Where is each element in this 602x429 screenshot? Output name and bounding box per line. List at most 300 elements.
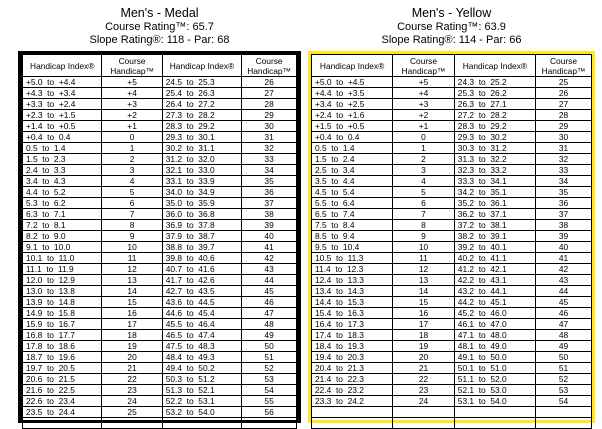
yellow-index-range-cell: 16.4 to 17.3	[312, 319, 393, 330]
yellow-index-range-cell: 30.3 to 31.2	[454, 143, 535, 154]
yellow-course-handicap-cell: 26	[535, 88, 591, 99]
medal-course-handicap-cell: 23	[102, 385, 162, 396]
yellow-course-handicap-cell: 30	[535, 132, 591, 143]
medal-table-row	[23, 88, 297, 99]
yellow-table-row	[312, 297, 592, 308]
yellow-table-row	[312, 209, 592, 220]
yellow-course-handicap-cell: 20	[393, 352, 455, 363]
medal-index-range-cell: 50.3 to 51.2	[162, 374, 241, 385]
medal-index-range-cell: +3.3 to +2.4	[23, 99, 102, 110]
yellow-index-range-cell: 1.5 to 2.4	[312, 154, 393, 165]
medal-index-range-cell: 16.8 to 17.7	[23, 330, 102, 341]
yellow-course-handicap-cell	[535, 418, 591, 429]
yellow-index-range-cell: 18.4 to 19.3	[312, 341, 393, 352]
medal-index-range-cell: 42.7 to 43.5	[162, 286, 241, 297]
yellow-header-course-2: Course Handicap™	[535, 55, 591, 77]
medal-table-row	[23, 121, 297, 132]
yellow-slope-par: Slope Rating®: 114 - Par: 66	[381, 34, 522, 46]
medal-index-range-cell: 35.0 to 35.9	[162, 198, 241, 209]
medal-course-handicap-cell: 16	[102, 308, 162, 319]
medal-panel	[18, 0, 301, 417]
yellow-table-row	[312, 198, 592, 209]
medal-course-handicap-cell	[242, 418, 297, 429]
yellow-table-row	[312, 154, 592, 165]
medal-index-range-cell: 24.5 to 25.3	[162, 77, 241, 88]
yellow-course-handicap-cell: 8	[393, 220, 455, 231]
yellow-index-range-cell: 9.5 to 10.4	[312, 242, 393, 253]
yellow-header-index-1: Handicap Index®	[312, 55, 393, 77]
medal-table-row	[23, 253, 297, 264]
medal-course-handicap-cell: 30	[242, 121, 297, 132]
yellow-index-range-cell: 24.3 to 25.2	[454, 77, 535, 88]
yellow-table-row	[312, 253, 592, 264]
yellow-table-row	[312, 352, 592, 363]
medal-course-handicap-cell: 10	[102, 242, 162, 253]
yellow-index-range-cell: +1.5 to +0.5	[312, 121, 393, 132]
yellow-course-handicap-cell: 16	[393, 308, 455, 319]
yellow-course-handicap-cell: 43	[535, 275, 591, 286]
medal-table-row	[23, 341, 297, 352]
yellow-course-handicap-cell: 51	[535, 363, 591, 374]
yellow-index-range-cell: 5.5 to 6.4	[312, 198, 393, 209]
medal-course-handicap-cell: 42	[242, 253, 297, 264]
yellow-course-handicap-cell: 34	[535, 176, 591, 187]
medal-index-range-cell	[162, 418, 241, 429]
medal-course-handicap-cell: 52	[242, 363, 297, 374]
medal-table-row	[23, 143, 297, 154]
yellow-course-handicap-cell: 11	[393, 253, 455, 264]
medal-course-handicap-cell: 29	[242, 110, 297, 121]
medal-slope-par: Slope Rating®: 118 - Par: 68	[89, 34, 230, 46]
yellow-index-range-cell: 38.2 to 39.1	[454, 231, 535, 242]
medal-course-handicap-cell: 38	[242, 209, 297, 220]
yellow-index-range-cell: 45.2 to 46.0	[454, 308, 535, 319]
medal-index-range-cell: 38.8 to 39.7	[162, 242, 241, 253]
medal-course-handicap-cell: 47	[242, 308, 297, 319]
medal-index-range-cell: +1.4 to +0.5	[23, 121, 102, 132]
yellow-course-handicap-cell: 32	[535, 154, 591, 165]
yellow-course-handicap-cell: +1	[393, 121, 455, 132]
medal-course-handicap-cell: 46	[242, 297, 297, 308]
yellow-index-range-cell: 10.5 to 11.3	[312, 253, 393, 264]
medal-course-handicap-cell: 25	[102, 407, 162, 418]
yellow-course-handicap-cell: 1	[393, 143, 455, 154]
yellow-index-range-cell: 23.3 to 24.2	[312, 396, 393, 407]
yellow-course-handicap-cell: 4	[393, 176, 455, 187]
medal-course-handicap-cell: 22	[102, 374, 162, 385]
medal-course-handicap-cell: 45	[242, 286, 297, 297]
yellow-course-handicap-cell: 25	[535, 77, 591, 88]
medal-course-handicap-cell: 43	[242, 264, 297, 275]
medal-index-range-cell: 48.4 to 49.3	[162, 352, 241, 363]
yellow-index-range-cell: 13.4 to 14.3	[312, 286, 393, 297]
yellow-course-handicap-cell: 7	[393, 209, 455, 220]
medal-index-range-cell: 30.2 to 31.1	[162, 143, 241, 154]
medal-table-row	[23, 110, 297, 121]
medal-course-handicap-cell: 39	[242, 220, 297, 231]
yellow-table-row	[312, 242, 592, 253]
medal-index-range-cell: 36.0 to 36.8	[162, 209, 241, 220]
yellow-header-course-1: Course Handicap™	[393, 55, 455, 77]
medal-table-row	[23, 132, 297, 143]
medal-table-row	[23, 275, 297, 286]
yellow-course-handicap-cell: 53	[535, 385, 591, 396]
yellow-course-handicap-cell: 48	[535, 330, 591, 341]
yellow-table-row	[312, 374, 592, 385]
yellow-index-range-cell: 15.4 to 16.3	[312, 308, 393, 319]
yellow-index-range-cell: 4.5 to 5.4	[312, 187, 393, 198]
yellow-index-range-cell: 20.4 to 21.3	[312, 363, 393, 374]
medal-course-handicap-cell: 18	[102, 330, 162, 341]
medal-course-handicap-cell: 31	[242, 132, 297, 143]
yellow-index-range-cell: 7.5 to 8.4	[312, 220, 393, 231]
yellow-index-range-cell	[454, 407, 535, 418]
medal-course-handicap-cell: +2	[102, 110, 162, 121]
yellow-table-row	[312, 407, 592, 418]
yellow-index-range-cell: +2.4 to +1.6	[312, 110, 393, 121]
yellow-index-range-cell: 37.2 to 38.1	[454, 220, 535, 231]
yellow-index-range-cell: 47.1 to 48.0	[454, 330, 535, 341]
medal-course-handicap-cell: 19	[102, 341, 162, 352]
yellow-index-range-cell: 48.1 to 49.0	[454, 341, 535, 352]
medal-index-range-cell: 51.3 to 52.1	[162, 385, 241, 396]
yellow-course-handicap-cell: 33	[535, 165, 591, 176]
yellow-course-handicap-cell: 40	[535, 242, 591, 253]
yellow-course-handicap-cell: 6	[393, 198, 455, 209]
yellow-course-handicap-cell: 27	[535, 99, 591, 110]
medal-header-course-2: Course Handicap™	[242, 55, 297, 77]
medal-course-handicap-cell: 7	[102, 209, 162, 220]
yellow-index-range-cell	[312, 418, 393, 429]
yellow-course-handicap-cell: 18	[393, 330, 455, 341]
medal-index-range-cell: 28.3 to 29.2	[162, 121, 241, 132]
yellow-course-handicap-cell: +5	[393, 77, 455, 88]
yellow-index-range-cell: +4.4 to +3.5	[312, 88, 393, 99]
yellow-course-handicap-cell: 44	[535, 286, 591, 297]
medal-course-handicap-cell: 11	[102, 253, 162, 264]
medal-index-range-cell: 45.5 to 46.4	[162, 319, 241, 330]
medal-course-handicap-cell: 8	[102, 220, 162, 231]
yellow-course-handicap-cell: 5	[393, 187, 455, 198]
yellow-table-row	[312, 220, 592, 231]
medal-index-range-cell: 17.8 to 18.6	[23, 341, 102, 352]
medal-table-row	[23, 220, 297, 231]
medal-course-handicap-cell: +1	[102, 121, 162, 132]
medal-course-handicap-cell: 4	[102, 176, 162, 187]
medal-index-range-cell: +0.4 to 0.4	[23, 132, 102, 143]
medal-course-handicap-cell: 55	[242, 396, 297, 407]
yellow-course-handicap-cell: 3	[393, 165, 455, 176]
yellow-header-row	[312, 55, 592, 77]
medal-course-handicap-cell: 17	[102, 319, 162, 330]
medal-index-range-cell: 41.7 to 42.6	[162, 275, 241, 286]
medal-index-range-cell: 4.4 to 5.2	[23, 187, 102, 198]
medal-course-handicap-cell: +4	[102, 88, 162, 99]
yellow-table-row	[312, 363, 592, 374]
yellow-table-row	[312, 286, 592, 297]
yellow-table-row	[312, 77, 592, 88]
yellow-course-handicap-cell: 47	[535, 319, 591, 330]
yellow-course-handicap-cell: 9	[393, 231, 455, 242]
medal-table-row	[23, 231, 297, 242]
yellow-course-handicap-cell: 36	[535, 198, 591, 209]
medal-course-handicap-cell: 15	[102, 297, 162, 308]
medal-table-row	[23, 297, 297, 308]
yellow-course-handicap-cell: 46	[535, 308, 591, 319]
yellow-table-row	[312, 187, 592, 198]
medal-course-handicap-cell: 35	[242, 176, 297, 187]
medal-index-range-cell: 25.4 to 26.3	[162, 88, 241, 99]
yellow-course-handicap-cell: 41	[535, 253, 591, 264]
yellow-course-handicap-cell	[393, 407, 455, 418]
yellow-table-row	[312, 176, 592, 187]
medal-course-handicap-cell: 49	[242, 330, 297, 341]
yellow-index-range-cell: 46.1 to 47.0	[454, 319, 535, 330]
medal-index-range-cell: 22.6 to 23.4	[23, 396, 102, 407]
yellow-table-row	[312, 330, 592, 341]
yellow-index-range-cell: 28.3 to 29.2	[454, 121, 535, 132]
medal-course-handicap-cell: 2	[102, 154, 162, 165]
medal-index-range-cell: 46.5 to 47.4	[162, 330, 241, 341]
medal-table-row	[23, 77, 297, 88]
yellow-index-range-cell: 40.2 to 41.1	[454, 253, 535, 264]
medal-index-range-cell: 31.2 to 32.0	[162, 154, 241, 165]
yellow-index-range-cell	[312, 407, 393, 418]
yellow-course-handicap-cell: 29	[535, 121, 591, 132]
yellow-index-range-cell: 51.1 to 52.0	[454, 374, 535, 385]
yellow-course-handicap-cell: 52	[535, 374, 591, 385]
medal-index-range-cell: 37.9 to 38.7	[162, 231, 241, 242]
yellow-course-handicap-cell: 49	[535, 341, 591, 352]
yellow-course-handicap-cell: 0	[393, 132, 455, 143]
yellow-course-handicap-cell: +3	[393, 99, 455, 110]
medal-course-handicap-cell: 9	[102, 231, 162, 242]
medal-course-handicap-cell: 21	[102, 363, 162, 374]
medal-index-range-cell: 47.5 to 48.3	[162, 341, 241, 352]
yellow-index-range-cell: 41.2 to 42.1	[454, 264, 535, 275]
yellow-table-row	[312, 110, 592, 121]
yellow-index-range-cell: 6.5 to 7.4	[312, 209, 393, 220]
yellow-table-body	[312, 77, 592, 429]
yellow-index-range-cell: 25.3 to 26.2	[454, 88, 535, 99]
medal-index-range-cell: 7.2 to 8.1	[23, 220, 102, 231]
medal-table-row	[23, 242, 297, 253]
yellow-table-row	[312, 99, 592, 110]
yellow-index-range-cell: 33.3 to 34.1	[454, 176, 535, 187]
yellow-index-range-cell: +3.4 to +2.5	[312, 99, 393, 110]
medal-header-index-1: Handicap Index®	[23, 55, 102, 77]
medal-index-range-cell: 3.4 to 4.3	[23, 176, 102, 187]
medal-course-handicap-cell: 28	[242, 99, 297, 110]
yellow-index-range-cell: 26.3 to 27.1	[454, 99, 535, 110]
medal-header-course-1: Course Handicap™	[102, 55, 162, 77]
yellow-table-row	[312, 385, 592, 396]
yellow-table-row	[312, 418, 592, 429]
yellow-index-range-cell: 21.4 to 22.3	[312, 374, 393, 385]
medal-table-row	[23, 209, 297, 220]
medal-table-row	[23, 99, 297, 110]
yellow-course-handicap-cell: 38	[535, 220, 591, 231]
yellow-course-rating: Course Rating™: 63.9	[397, 21, 506, 33]
medal-index-range-cell: 23.5 to 24.4	[23, 407, 102, 418]
yellow-index-range-cell: 31.3 to 32.2	[454, 154, 535, 165]
medal-index-range-cell: 27.3 to 28.2	[162, 110, 241, 121]
medal-index-range-cell: 49.4 to 50.2	[162, 363, 241, 374]
yellow-course-handicap-cell: 28	[535, 110, 591, 121]
medal-table-row	[23, 385, 297, 396]
medal-index-range-cell: 53.2 to 54.0	[162, 407, 241, 418]
medal-index-range-cell: 14.9 to 15.8	[23, 308, 102, 319]
yellow-course-handicap-cell: 2	[393, 154, 455, 165]
yellow-course-handicap-cell: 37	[535, 209, 591, 220]
yellow-course-handicap-cell: 17	[393, 319, 455, 330]
medal-table	[22, 54, 297, 429]
yellow-course-handicap-cell: 10	[393, 242, 455, 253]
medal-index-range-cell: 19.7 to 20.5	[23, 363, 102, 374]
yellow-title: Men's - Yellow	[411, 6, 492, 20]
medal-index-range-cell: 13.9 to 14.8	[23, 297, 102, 308]
yellow-course-handicap-cell: 39	[535, 231, 591, 242]
yellow-index-range-cell	[454, 418, 535, 429]
medal-index-range-cell: 11.1 to 11.9	[23, 264, 102, 275]
yellow-table-row	[312, 308, 592, 319]
medal-table-row	[23, 286, 297, 297]
yellow-course-handicap-cell: 23	[393, 385, 455, 396]
yellow-table-row	[312, 341, 592, 352]
yellow-index-range-cell: 44.2 to 45.1	[454, 297, 535, 308]
medal-course-handicap-cell: 33	[242, 154, 297, 165]
medal-course-handicap-cell: +5	[102, 77, 162, 88]
medal-course-handicap-cell: 54	[242, 385, 297, 396]
medal-table-row	[23, 407, 297, 418]
medal-index-range-cell: 21.6 to 22.5	[23, 385, 102, 396]
yellow-course-handicap-cell: 15	[393, 297, 455, 308]
medal-table-row	[23, 319, 297, 330]
medal-course-handicap-cell: 44	[242, 275, 297, 286]
yellow-course-handicap-cell: 19	[393, 341, 455, 352]
medal-table-row	[23, 418, 297, 429]
medal-table-row	[23, 176, 297, 187]
medal-index-range-cell: 32.1 to 33.0	[162, 165, 241, 176]
yellow-index-range-cell: 53.1 to 54.0	[454, 396, 535, 407]
medal-index-range-cell: 13.0 to 13.8	[23, 286, 102, 297]
yellow-course-handicap-cell: 45	[535, 297, 591, 308]
yellow-index-range-cell: 43.2 to 44.1	[454, 286, 535, 297]
yellow-index-range-cell: 29.3 to 30.2	[454, 132, 535, 143]
medal-course-handicap-cell: 50	[242, 341, 297, 352]
yellow-table-row	[312, 396, 592, 407]
medal-course-handicap-cell: 27	[242, 88, 297, 99]
medal-course-handicap-cell: 13	[102, 275, 162, 286]
medal-table-row	[23, 374, 297, 385]
medal-table-row	[23, 396, 297, 407]
medal-index-range-cell	[23, 418, 102, 429]
yellow-table-row	[312, 275, 592, 286]
medal-table-body	[23, 77, 297, 429]
yellow-course-handicap-cell: +4	[393, 88, 455, 99]
yellow-header-index-2: Handicap Index®	[454, 55, 535, 77]
yellow-course-handicap-cell: 42	[535, 264, 591, 275]
medal-course-handicap-cell: 6	[102, 198, 162, 209]
yellow-course-handicap-cell: 14	[393, 286, 455, 297]
yellow-course-handicap-cell: 13	[393, 275, 455, 286]
yellow-index-range-cell: 19.4 to 20.3	[312, 352, 393, 363]
yellow-table-row	[312, 121, 592, 132]
medal-index-range-cell: 52.2 to 53.1	[162, 396, 241, 407]
medal-index-range-cell: 1.5 to 2.3	[23, 154, 102, 165]
medal-index-range-cell: 40.7 to 41.6	[162, 264, 241, 275]
medal-course-handicap-cell: 24	[102, 396, 162, 407]
medal-course-handicap-cell: 41	[242, 242, 297, 253]
yellow-table-row	[312, 132, 592, 143]
medal-course-handicap-cell: 36	[242, 187, 297, 198]
medal-course-handicap-cell: 3	[102, 165, 162, 176]
medal-course-handicap-cell: 20	[102, 352, 162, 363]
medal-index-range-cell: 29.3 to 30.1	[162, 132, 241, 143]
medal-course-handicap-cell	[102, 418, 162, 429]
medal-course-handicap-cell: 14	[102, 286, 162, 297]
medal-index-range-cell: 9.1 to 10.0	[23, 242, 102, 253]
medal-course-handicap-cell: 32	[242, 143, 297, 154]
yellow-index-range-cell: 3.5 to 4.4	[312, 176, 393, 187]
yellow-course-handicap-cell	[393, 418, 455, 429]
medal-course-handicap-cell: 26	[242, 77, 297, 88]
medal-index-range-cell: 44.6 to 45.4	[162, 308, 241, 319]
yellow-index-range-cell: 11.4 to 12.3	[312, 264, 393, 275]
yellow-course-handicap-cell	[535, 407, 591, 418]
medal-table-row	[23, 198, 297, 209]
medal-table-row	[23, 363, 297, 374]
medal-course-handicap-cell: 40	[242, 231, 297, 242]
medal-table-row	[23, 308, 297, 319]
medal-table-row	[23, 352, 297, 363]
yellow-table-row	[312, 143, 592, 154]
medal-title: Men's - Medal	[120, 6, 199, 20]
medal-index-range-cell: 5.3 to 6.2	[23, 198, 102, 209]
medal-table-row	[23, 187, 297, 198]
yellow-index-range-cell: 12.4 to 13.3	[312, 275, 393, 286]
yellow-index-range-cell: 50.1 to 51.0	[454, 363, 535, 374]
medal-index-range-cell: 43.6 to 44.5	[162, 297, 241, 308]
yellow-course-handicap-cell: 21	[393, 363, 455, 374]
medal-index-range-cell: 18.7 to 19.6	[23, 352, 102, 363]
medal-index-range-cell: 36.9 to 37.8	[162, 220, 241, 231]
yellow-table-row	[312, 264, 592, 275]
medal-index-range-cell: 0.5 to 1.4	[23, 143, 102, 154]
medal-index-range-cell: 12.0 to 12.9	[23, 275, 102, 286]
medal-index-range-cell: 39.8 to 40.6	[162, 253, 241, 264]
medal-index-range-cell: 8.2 to 9.0	[23, 231, 102, 242]
yellow-table-frame	[308, 51, 595, 423]
yellow-course-handicap-cell: +2	[393, 110, 455, 121]
yellow-course-handicap-cell: 12	[393, 264, 455, 275]
medal-table-row	[23, 330, 297, 341]
yellow-course-handicap-cell: 50	[535, 352, 591, 363]
yellow-index-range-cell: 8.5 to 9.4	[312, 231, 393, 242]
medal-index-range-cell: 10.1 to 11.0	[23, 253, 102, 264]
medal-course-handicap-cell: 56	[242, 407, 297, 418]
yellow-panel	[308, 0, 595, 406]
yellow-index-range-cell: 35.2 to 36.1	[454, 198, 535, 209]
medal-course-rating: Course Rating™: 65.7	[105, 21, 214, 33]
yellow-course-handicap-cell: 22	[393, 374, 455, 385]
yellow-table	[311, 54, 592, 429]
medal-index-range-cell: 26.4 to 27.2	[162, 99, 241, 110]
medal-header-row	[23, 55, 297, 77]
yellow-course-handicap-cell: 35	[535, 187, 591, 198]
yellow-index-range-cell: 0.5 to 1.4	[312, 143, 393, 154]
yellow-course-handicap-cell: 31	[535, 143, 591, 154]
